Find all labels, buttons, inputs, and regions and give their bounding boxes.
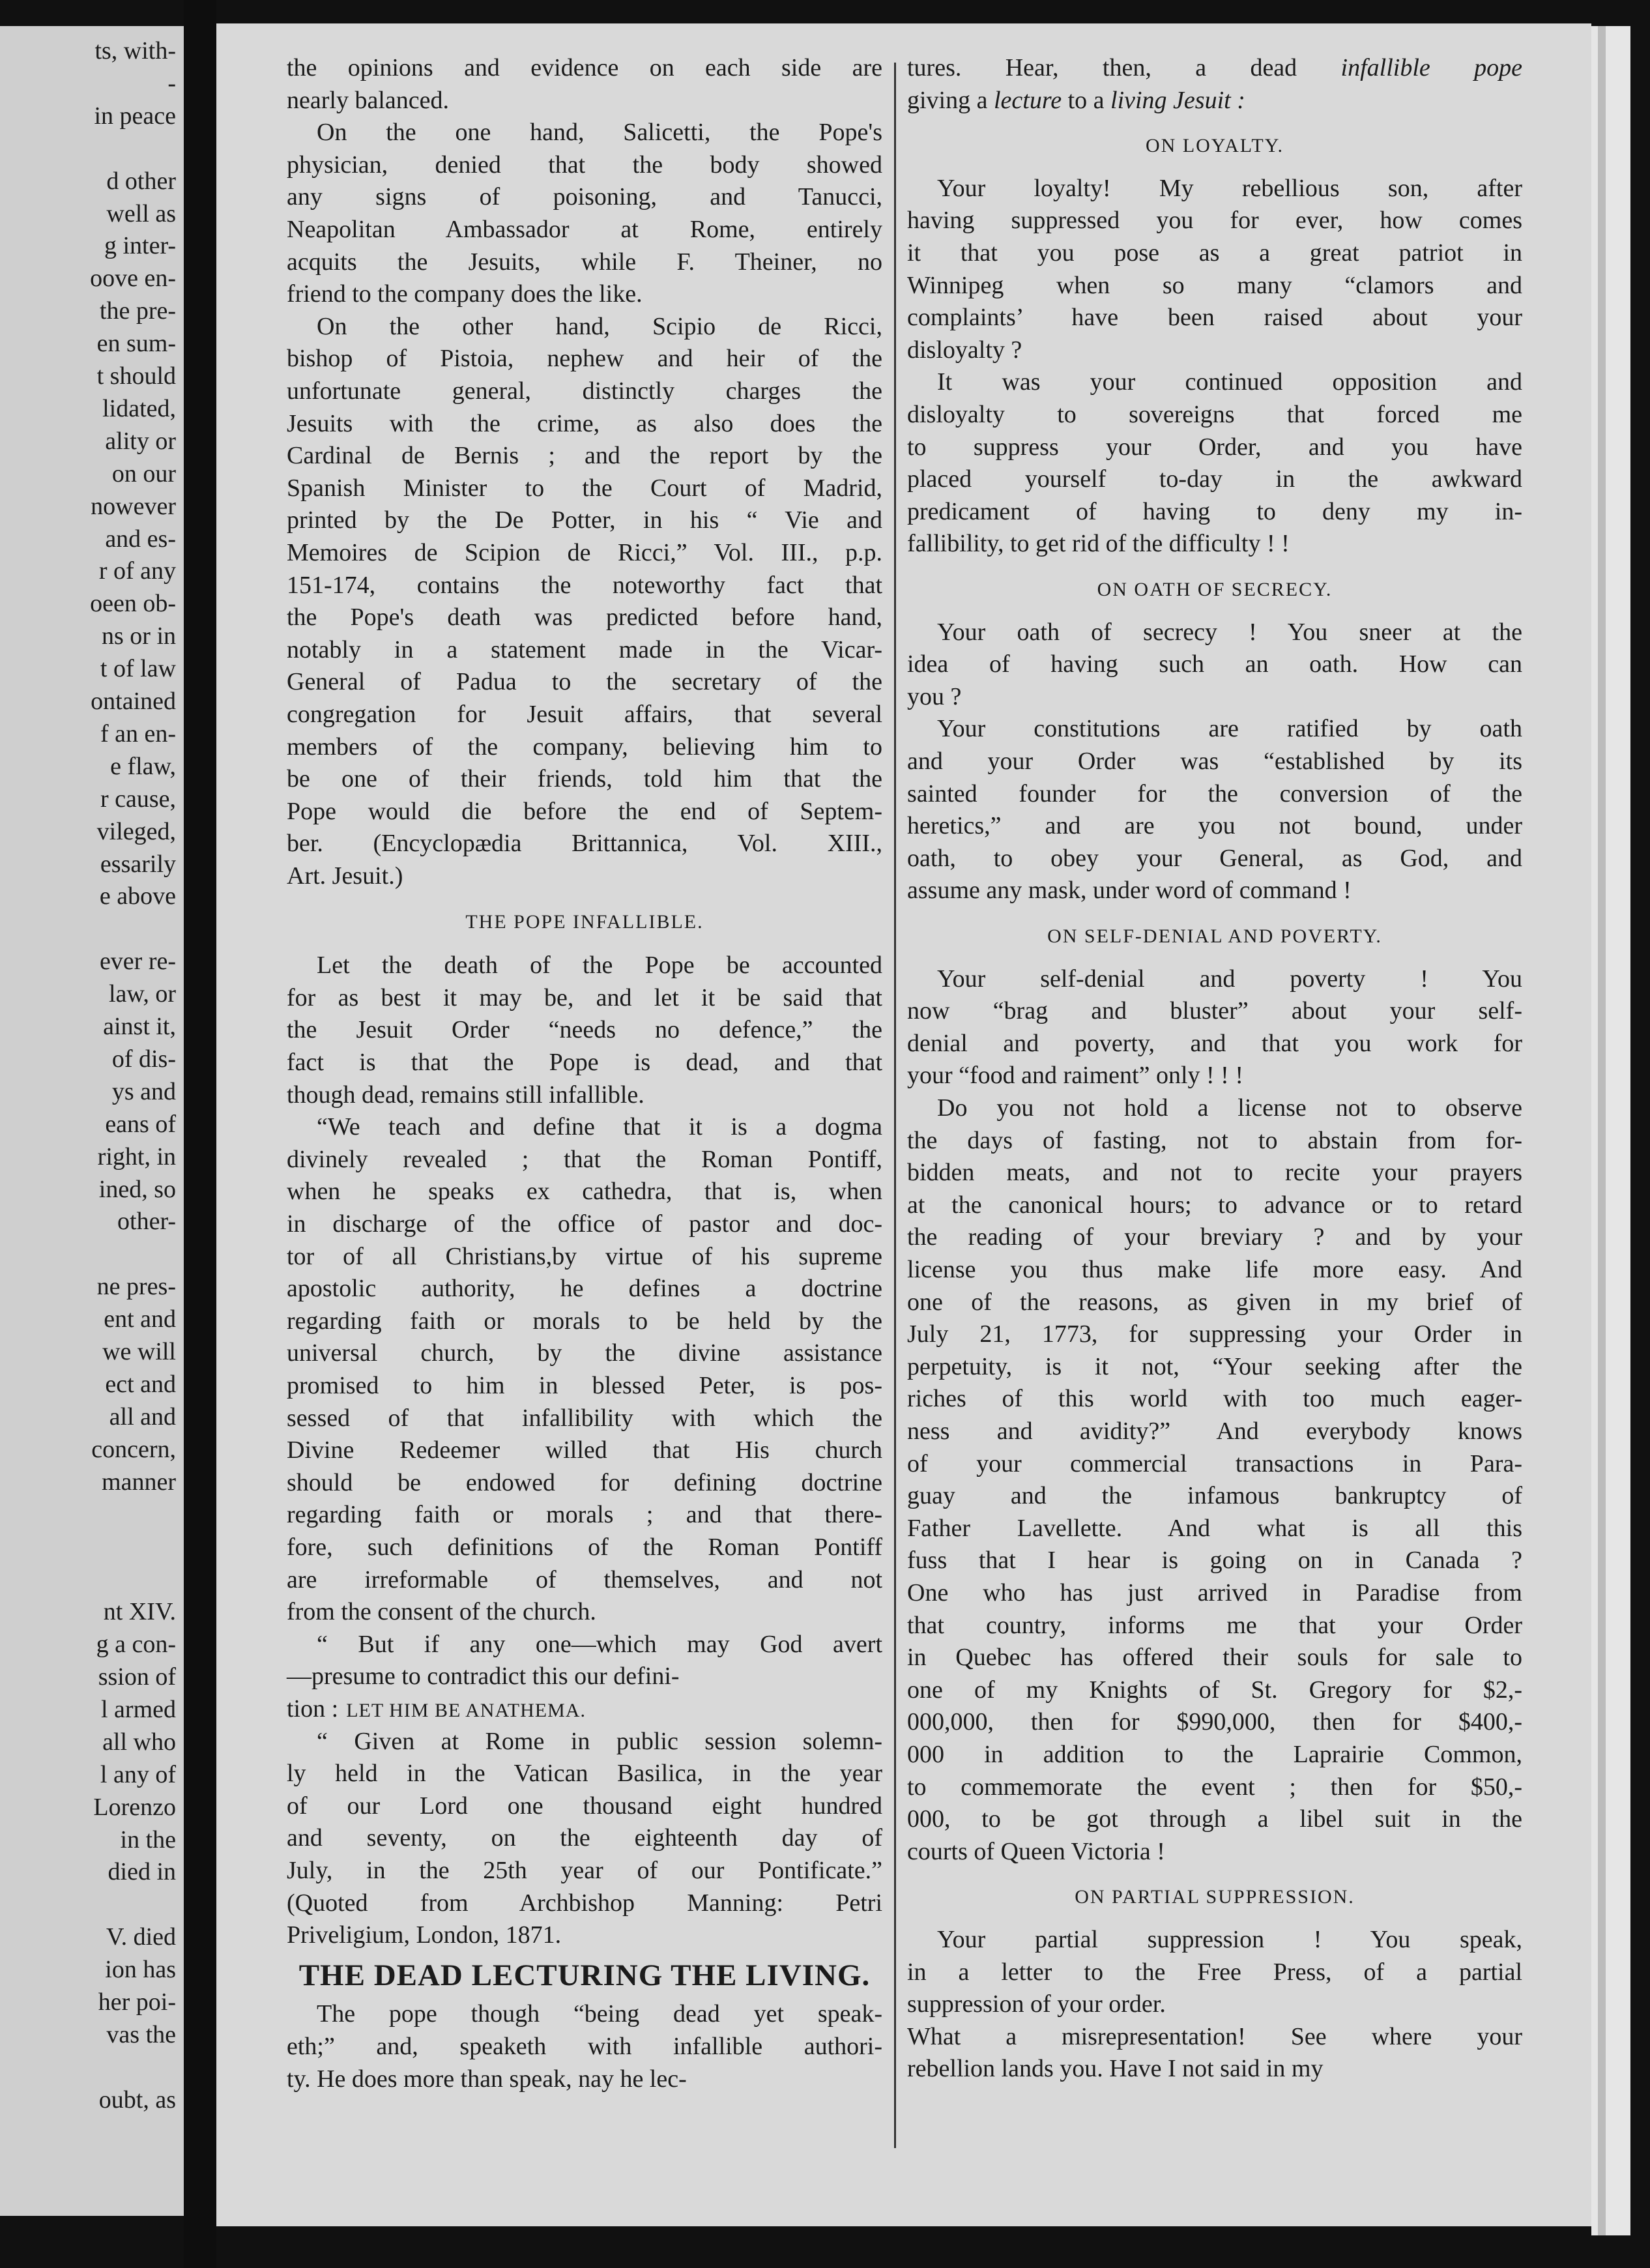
text-line: be one of their friends, told him that the <box>287 765 882 793</box>
text-line: 000, to be got through a libel suit in the <box>907 1805 1522 1833</box>
text-line: perpetuity, is it not, “Your seeking after the <box>907 1352 1522 1380</box>
left-page-line: Lorenzo <box>93 1793 176 1821</box>
left-page-line: ever re- <box>99 948 176 976</box>
column-left <box>287 52 882 2138</box>
text-line: —presume to contradict this our defini- <box>287 1663 680 1691</box>
text-line: to commemorate the event ; then for $50,- <box>907 1773 1522 1801</box>
text-line: that country, informs me that your Order <box>907 1611 1522 1639</box>
text-line: Divine Redeemer willed that His church <box>287 1436 882 1464</box>
text-line: are irreformable of themselves, and not <box>287 1565 882 1593</box>
italic-phrase: infallible pope <box>1340 54 1522 81</box>
text-line: to suppress your Order, and you have <box>907 433 1522 461</box>
left-page-line: f an en- <box>100 720 176 748</box>
text-line: disloyalty ? <box>907 336 1022 364</box>
text-line: eth;” and, speaketh with infallible authori- <box>287 2033 882 2060</box>
text-line: now “brag and bluster” about your self- <box>907 997 1522 1025</box>
text-line: license you thus make life more easy. And <box>907 1256 1522 1283</box>
text-run: tion : <box>287 1695 339 1723</box>
left-page-line: ns or in <box>102 622 176 650</box>
text-line: divinely revealed ; that the Roman Pontiff, <box>287 1145 882 1173</box>
left-page-line: vileged, <box>96 817 176 845</box>
text-line: of our Lord one thousand eight hundred <box>287 1792 882 1820</box>
text-line: when he speaks ex cathedra, that is, when <box>287 1178 882 1206</box>
text-line: Spanish Minister to the Court of Madrid, <box>287 474 882 502</box>
text-line: one of the reasons, as given in my brief of <box>907 1288 1522 1316</box>
left-page-line: ontained <box>91 688 176 715</box>
text-line: Cardinal de Bernis ; and the report by the <box>287 442 882 470</box>
left-page-line: ssion of <box>98 1663 176 1691</box>
text-line: On the one hand, Salicetti, the Pope's <box>317 119 882 147</box>
text-line: regarding faith or morals ; and that there- <box>287 1501 882 1529</box>
text-line: should be endowed for defining doctrine <box>287 1468 882 1496</box>
text-line: Your self-denial and poverty ! You <box>937 965 1522 993</box>
text-line: the opinions and evidence on each side are <box>287 54 882 81</box>
section-heading: THE DEAD LECTURING THE LIVING. <box>298 1958 871 1992</box>
text-line: 000 in addition to the Laprairie Common, <box>907 1741 1522 1768</box>
text-line: congregation for Jesuit affairs, that several <box>287 701 882 728</box>
text-line: printed by the De Potter, in his “ Vie and <box>287 506 882 534</box>
text-line: physician, denied that the body showed <box>287 151 882 179</box>
text-run: to a <box>1062 86 1111 114</box>
left-page-line: law, or <box>108 980 176 1008</box>
text-line: the Jesuit Order “needs no defence,” the <box>287 1016 882 1044</box>
text-line: in Quebec has offered their souls for sale to <box>907 1644 1522 1672</box>
italic-phrase: lecture <box>993 86 1062 114</box>
left-page-line: right, in <box>97 1142 176 1170</box>
text-line: Winnipeg when so many “clamors and <box>907 271 1522 299</box>
left-page-line: g inter- <box>104 232 176 260</box>
left-page-line: lidated, <box>102 394 176 422</box>
text-line: assume any mask, under word of command ! <box>907 877 1352 905</box>
left-page-line: the pre- <box>99 297 176 325</box>
left-page-line: ainst it, <box>103 1013 176 1040</box>
left-page-line: well as <box>106 199 176 227</box>
text-line: Priveligium, London, 1871. <box>287 1921 562 1949</box>
text-line: fact is that the Pope is dead, and that <box>287 1049 882 1076</box>
column-rule <box>894 63 896 2148</box>
text-line: ness and avidity?” And everybody knows <box>907 1418 1522 1445</box>
left-page-line: we will <box>102 1338 176 1365</box>
left-page-line: manner <box>102 1468 176 1496</box>
section-heading: ON LOYALTY. <box>1145 135 1284 157</box>
left-page-line: ent and <box>104 1305 176 1333</box>
left-page-line: in the <box>120 1825 176 1854</box>
text-line: Jesuits with the crime, as also does the <box>287 409 882 437</box>
text-line: promised to him in blessed Peter, is pos- <box>287 1372 882 1399</box>
left-page-line: other- <box>117 1208 176 1236</box>
text-line: Pope would die before the end of Septem- <box>287 797 882 825</box>
text-line: disloyalty to sovereigns that forced me <box>907 401 1522 428</box>
left-page-line: ys and <box>111 1077 176 1105</box>
text-line: unfortunate general, distinctly charges the <box>287 377 882 405</box>
book-gutter <box>184 0 216 2268</box>
left-page-line: ne pres- <box>96 1273 176 1301</box>
left-page-line: of dis- <box>111 1045 176 1073</box>
left-page-line: ts, with- <box>94 37 176 65</box>
text-line: sainted founder for the conversion of the <box>907 779 1522 807</box>
text-line: acquits the Jesuits, while F. Theiner, no <box>287 248 882 276</box>
text-line: sessed of that infallibility with which the <box>287 1404 882 1432</box>
left-page-line: oubt, as <box>98 2086 176 2114</box>
text-line: apostolic authority, he defines a doctrine <box>287 1275 882 1303</box>
text-line: Neapolitan Ambassador at Rome, entirely <box>287 216 882 243</box>
text-line: The pope though “being dead yet speak- <box>317 2000 882 2028</box>
left-page-line: in peace <box>94 102 176 130</box>
text-line: oath, to obey your General, as God, and <box>907 844 1522 872</box>
text-line: of your commercial transactions in Para- <box>907 1449 1522 1477</box>
text-line: predicament of having to deny my in- <box>907 497 1522 525</box>
text-line: ber. (Encyclopædia Brittannica, Vol. XIII., <box>287 830 882 858</box>
text-line: July, in the 25th year of our Pontificate.” <box>287 1857 882 1884</box>
text-line: July 21, 1773, for suppressing your Order in <box>907 1320 1522 1348</box>
text-line: guay and the infamous bankruptcy of <box>907 1482 1522 1510</box>
left-page-line: vas the <box>106 2020 176 2048</box>
text-line: Your partial suppression ! You speak, <box>937 1926 1522 1953</box>
section-heading: ON SELF-DENIAL AND POVERTY. <box>1047 925 1382 947</box>
left-page-line: r cause, <box>100 785 176 813</box>
left-page-line: en sum- <box>96 330 176 358</box>
left-page-line: ect and <box>105 1370 176 1398</box>
text-line: riches of this world with too much eager- <box>907 1385 1522 1413</box>
left-page-line: ined, so <box>98 1175 176 1203</box>
left-page-line: on our <box>111 459 176 487</box>
text-line: at the canonical hours; to advance or to retard <box>907 1191 1522 1219</box>
text-line: nearly balanced. <box>287 86 449 114</box>
left-page-line: ion has <box>105 1956 176 1984</box>
left-page-line: t should <box>96 362 176 390</box>
section-heading: ON OATH OF SECRECY. <box>1097 579 1333 600</box>
text-line: and your Order was “established by its <box>907 748 1522 775</box>
left-page-line: l armed <box>100 1695 176 1723</box>
left-page-line: her poi- <box>98 1988 176 2016</box>
text-line: suppression of your order. <box>907 1990 1166 2018</box>
text-line: for as best it may be, and let it be said that <box>287 983 882 1011</box>
left-page-line: V. died <box>106 1923 176 1951</box>
text-line: ty. He does more than speak, nay he lec- <box>287 2065 687 2093</box>
text-line: fuss that I hear is going on in Canada ? <box>907 1547 1522 1575</box>
text-line: any signs of poisoning, and Tanucci, <box>287 183 882 211</box>
text-line: notably in a statement made in the Vicar- <box>287 635 882 663</box>
left-page-line: r of any <box>98 557 176 585</box>
left-page-line: concern, <box>91 1435 176 1463</box>
left-page-line: nowever <box>91 492 176 520</box>
text-line: friend to the company does the like. <box>287 280 643 308</box>
text-line: having suppressed you for ever, how comes <box>907 207 1522 235</box>
text-line: fallibility, to get rid of the difficulty ! ! <box>907 530 1290 558</box>
text-line: Art. Jesuit.) <box>287 862 403 890</box>
text-line: though dead, remains still infallible. <box>287 1081 644 1109</box>
page-edge <box>1591 26 1630 2235</box>
text-line: universal church, by the divine assistance <box>287 1339 882 1367</box>
text-line: the reading of your breviary ? and by your <box>907 1223 1522 1251</box>
left-page-line: d other <box>106 167 176 195</box>
left-page-line: ality or <box>105 427 176 455</box>
section-heading: ON PARTIAL SUPPRESSION. <box>1075 1886 1355 1908</box>
text-line: Your constitutions are ratified by oath <box>937 715 1522 743</box>
text-line: from the consent of the church. <box>287 1598 596 1626</box>
text-line <box>907 85 1522 117</box>
text-line: bishop of Pistoia, nephew and heir of the <box>287 345 882 373</box>
text-line: placed yourself to-day in the awkward <box>907 465 1522 493</box>
left-page-fragment <box>0 26 184 2216</box>
left-page-line: died in <box>108 1858 176 1886</box>
text-line: rebellion lands you. Have I not said in my <box>907 2055 1324 2083</box>
text-line: On the other hand, Scipio de Ricci, <box>317 312 882 340</box>
text-line: the days of fasting, not to abstain from for- <box>907 1126 1522 1154</box>
left-page-line: e flaw, <box>110 752 176 780</box>
column-right <box>907 52 1522 2138</box>
text-line: you ? <box>907 682 962 710</box>
text-line: your “food and raiment” only ! ! ! <box>907 1062 1243 1090</box>
text-line: tor of all Christians,by virtue of his supreme <box>287 1242 882 1270</box>
text-line: Let the death of the Pope be accounted <box>317 952 882 980</box>
text-line: 000,000, then for $990,000, then for $400,- <box>907 1708 1522 1736</box>
left-page-line: and es- <box>105 525 176 553</box>
text-line: 151-174, contains the noteworthy fact that <box>287 571 882 599</box>
text-line: the Pope's death was predicted before hand, <box>287 603 882 632</box>
left-page-line: l any of <box>100 1760 176 1788</box>
left-page-line: oeen ob- <box>90 590 176 618</box>
left-page-line: essarily <box>100 850 176 878</box>
text-line: It was your continued opposition and <box>937 368 1522 396</box>
text-line: (Quoted from Archbishop Manning: Petri <box>287 1889 882 1917</box>
text-line: it that you pose as a great patriot in <box>907 239 1522 267</box>
text-line: denial and poverty, and that you work for <box>907 1029 1522 1057</box>
text-line: Memoires de Scipion de Ricci,” Vol. III., p.p. <box>287 539 882 566</box>
text-line: idea of having such an oath. How can <box>907 650 1522 678</box>
text-line: General of Padua to the secretary of the <box>287 668 882 696</box>
left-page-line: g a con- <box>96 1631 176 1659</box>
left-page-line: all who <box>102 1728 176 1756</box>
text-line: “ Given at Rome in public session solemn- <box>317 1727 882 1755</box>
left-page-line: eans of <box>105 1110 176 1138</box>
text-line: What a misrepresentation! See where your <box>907 2022 1522 2050</box>
page-edge-shadow <box>1598 26 1606 2235</box>
text-line: bidden meats, and not to recite your prayers <box>907 1159 1522 1187</box>
text-line: “We teach and define that it is a dogma <box>317 1113 882 1141</box>
text-run: giving a <box>907 86 994 114</box>
text-line: one of my Knights of St. Gregory for $2,- <box>907 1676 1522 1704</box>
text-line: ly held in the Vatican Basilica, in the year <box>287 1760 882 1788</box>
text-line: and seventy, on the eighteenth day of <box>287 1824 882 1852</box>
text-line: heretics,” and are you not bound, under <box>907 812 1522 840</box>
left-page-line: - <box>167 69 176 97</box>
text-line: in discharge of the office of pastor and doc- <box>287 1210 882 1238</box>
text-line: One who has just arrived in Paradise from <box>907 1579 1522 1606</box>
text-run: tures. Hear, then, a dead <box>907 54 1341 81</box>
text-line <box>287 1693 882 1726</box>
text-line: courts of Queen Victoria ! <box>907 1837 1165 1865</box>
text-line: Do you not hold a license not to observe <box>937 1094 1522 1122</box>
text-line: “ But if any one—which may God avert <box>317 1630 882 1658</box>
text-line <box>907 52 1522 84</box>
text-line: Your loyalty! My rebellious son, after <box>937 174 1522 202</box>
left-page-line: e above <box>99 882 176 910</box>
main-page <box>216 23 1591 2226</box>
italic-phrase: living Jesuit : <box>1110 86 1245 114</box>
text-line: complaints’ have been raised about your <box>907 304 1522 332</box>
left-page-line: all and <box>109 1403 176 1431</box>
small-caps-phrase: LET HIM BE ANATHEMA. <box>346 1700 586 1721</box>
text-line: Your oath of secrecy ! You sneer at the <box>937 618 1522 646</box>
left-page-line: oove en- <box>90 265 176 293</box>
text-line: Father Lavellette. And what is all this <box>907 1514 1522 1542</box>
text-line: in a letter to the Free Press, of a partial <box>907 1958 1522 1986</box>
left-page-line: t of law <box>100 655 176 683</box>
text-line: members of the company, believing him to <box>287 733 882 761</box>
text-line: fore, such definitions of the Roman Pontiff <box>287 1534 882 1561</box>
left-page-line: nt XIV. <box>103 1598 176 1626</box>
text-line: regarding faith or morals to be held by the <box>287 1307 882 1335</box>
section-heading: THE POPE INFALLIBLE. <box>465 910 704 933</box>
